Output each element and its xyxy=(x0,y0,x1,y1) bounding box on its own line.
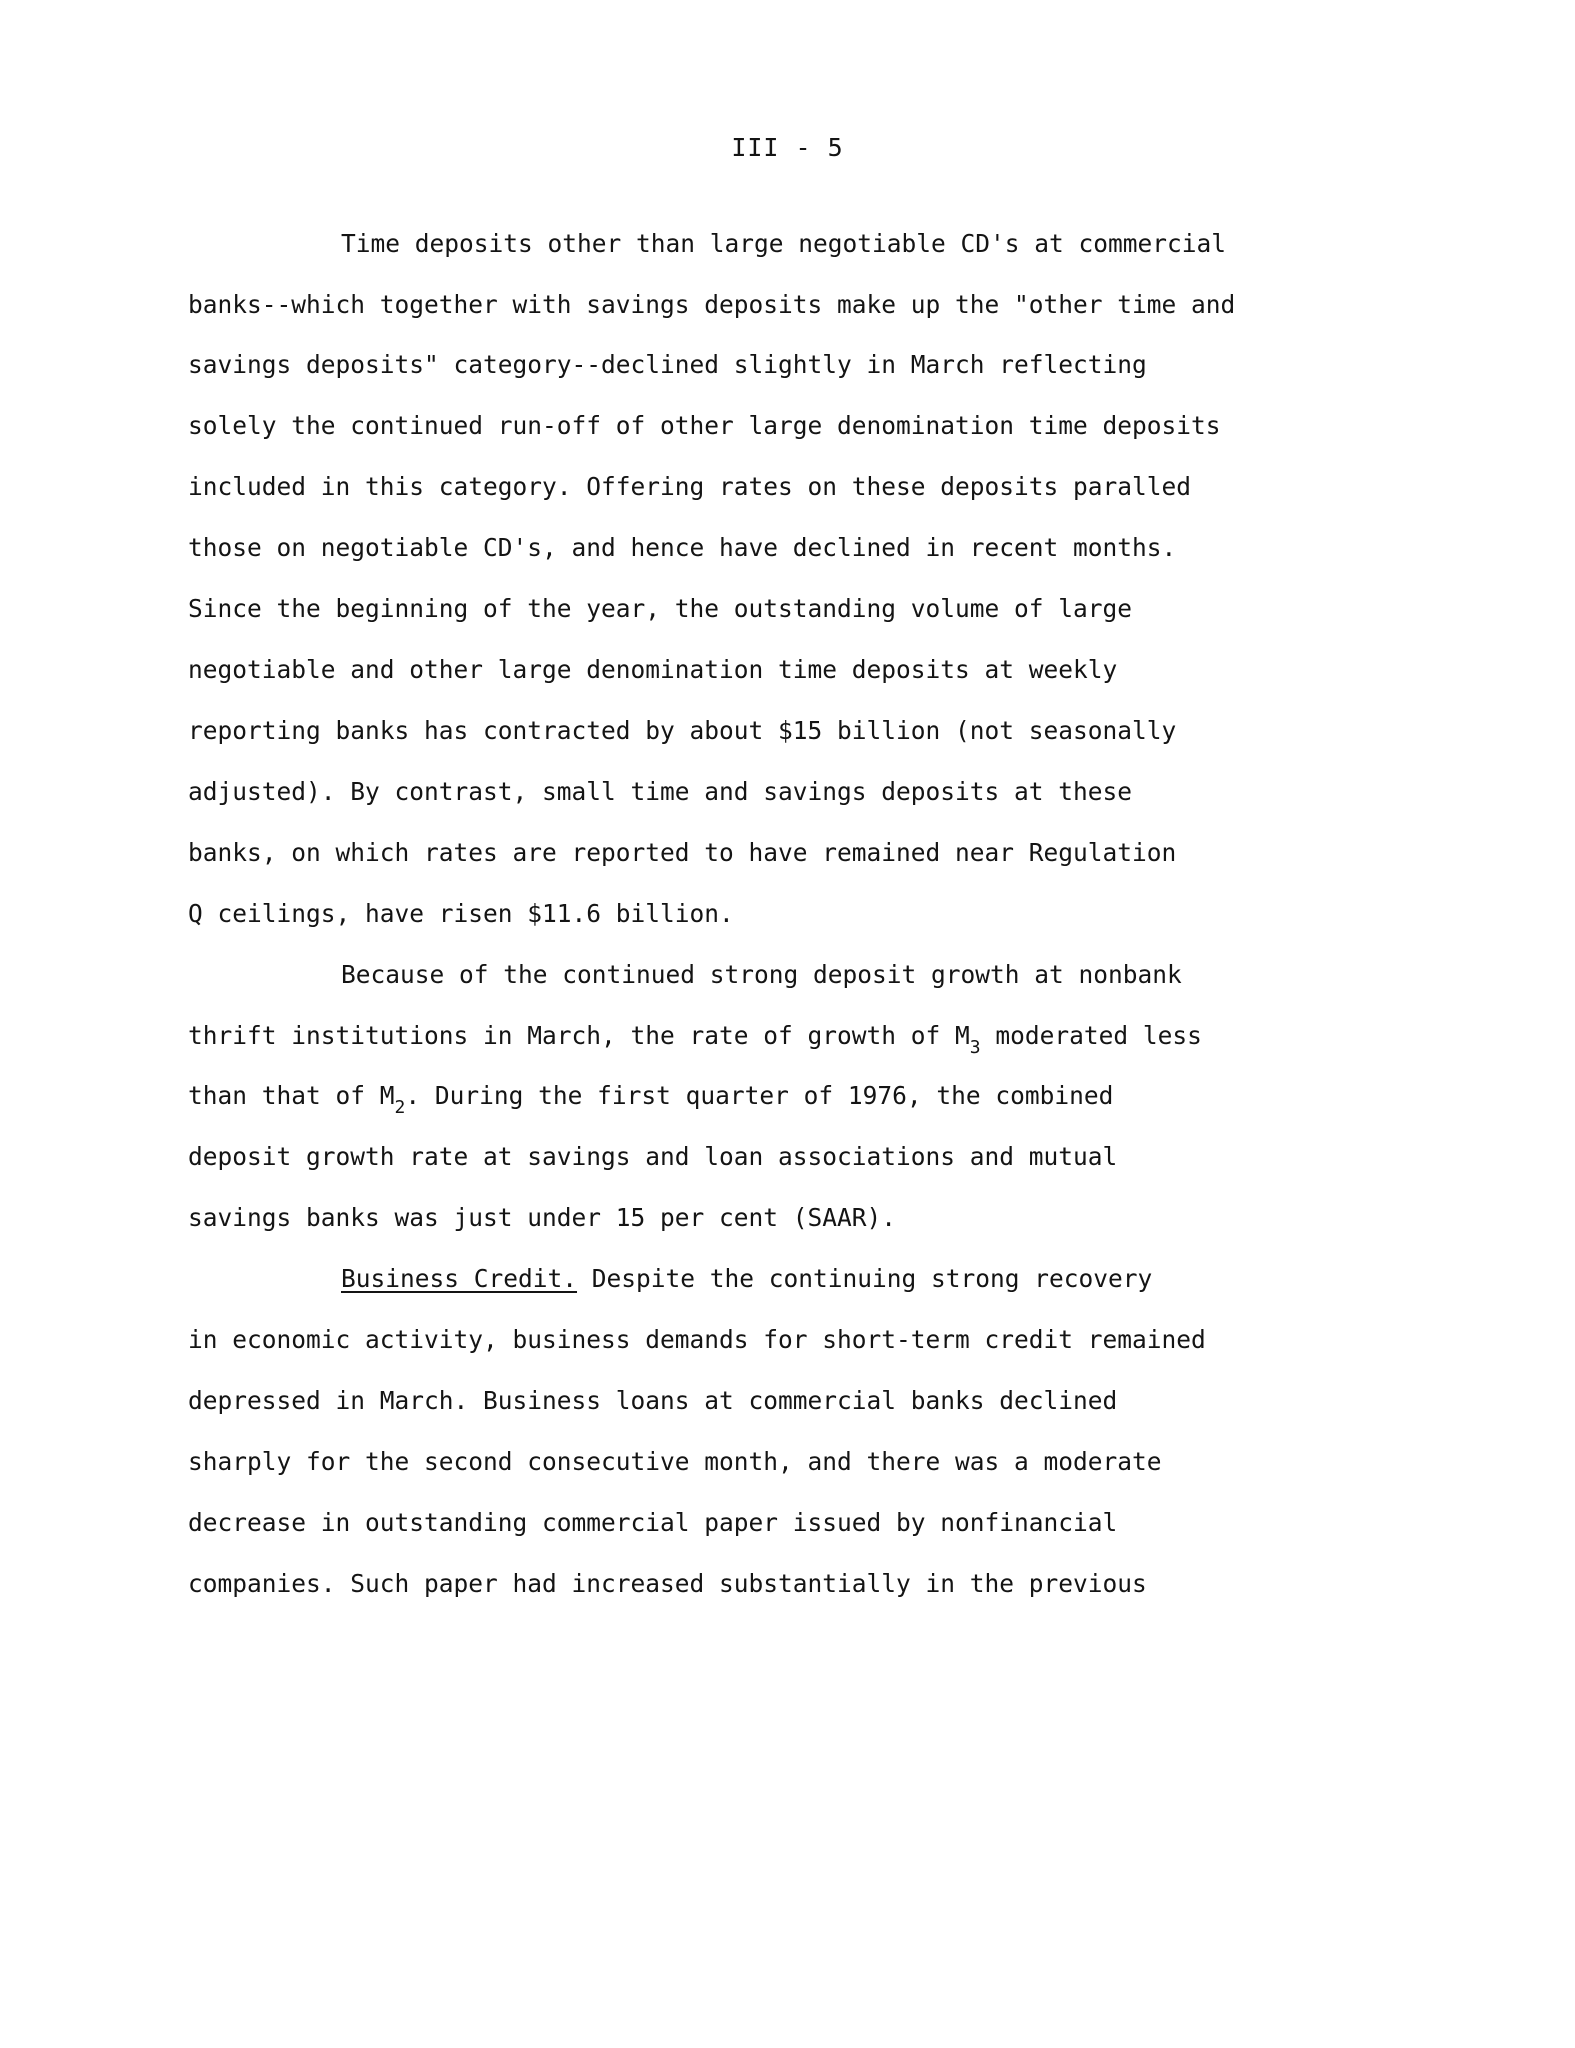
paragraph-1-line-11: banks, on which rates are reported to have remained near Regulation xyxy=(188,838,1177,867)
section-heading-business-credit: Business Credit. xyxy=(341,1264,578,1293)
paragraph-3-line-6: companies. Such paper had increased substantially in the previous xyxy=(188,1569,1147,1598)
page-number: III - 5 xyxy=(731,133,844,162)
paragraph-1-line-5: included in this category. Offering rates on these deposits paralled xyxy=(188,472,1192,501)
paragraph-3-line-5: decrease in outstanding commercial paper issued by nonfinancial xyxy=(188,1508,1118,1537)
paragraph-2-line-1: Because of the continued strong deposit growth at nonbank xyxy=(341,960,1182,989)
paragraph-1-line-10: adjusted). By contrast, small time and savings deposits at these xyxy=(188,777,1133,806)
paragraph-1-line-4: solely the continued run-off of other large denomination time deposits xyxy=(188,411,1221,440)
paragraph-3-line-3: depressed in March. Business loans at commercial banks declined xyxy=(188,1386,1118,1415)
paragraph-1-line-1: Time deposits other than large negotiable CD's at commercial xyxy=(341,229,1227,258)
paragraph-1-line-2: banks--which together with savings deposits make up the "other time and xyxy=(188,290,1236,319)
paragraph-3-line-1 xyxy=(341,1264,1152,1294)
m2-subscript: 2 xyxy=(394,1097,406,1118)
paragraph-2-line-2-text-end: moderated less xyxy=(980,1021,1202,1050)
paragraph-1-line-9: reporting banks has contracted by about $15 billion (not seasonally xyxy=(188,716,1177,745)
paragraph-2-line-2 xyxy=(188,1021,1202,1058)
paragraph-2-line-5: savings banks was just under 15 per cent (SAAR). xyxy=(188,1203,897,1232)
paragraph-2-line-3 xyxy=(188,1081,1114,1118)
paragraph-1-line-3: savings deposits" category--declined slightly in March reflecting xyxy=(188,350,1147,379)
paragraph-3-line-2: in economic activity, business demands for short-term credit remained xyxy=(188,1325,1206,1354)
m3-subscript: 3 xyxy=(969,1037,981,1058)
paragraph-1-line-6: those on negotiable CD's, and hence have declined in recent months. xyxy=(188,533,1177,562)
paragraph-1-line-8: negotiable and other large denomination time deposits at weekly xyxy=(188,655,1118,684)
paragraph-1-line-7: Since the beginning of the year, the outstanding volume of large xyxy=(188,594,1133,623)
paragraph-3-line-4: sharply for the second consecutive month, and there was a moderate xyxy=(188,1447,1162,1476)
paragraph-2-line-4: deposit growth rate at savings and loan associations and mutual xyxy=(188,1142,1118,1171)
paragraph-2-line-3-text: than that of M xyxy=(188,1081,395,1110)
paragraph-1-line-12: Q ceilings, have risen $11.6 billion. xyxy=(188,899,734,928)
paragraph-3-line-1-text: Despite the continuing strong recovery xyxy=(577,1264,1153,1293)
paragraph-2-line-2-text: thrift institutions in March, the rate of growth of M xyxy=(188,1021,970,1050)
paragraph-2-line-3-text-end: . During the first quarter of 1976, the combined xyxy=(405,1081,1114,1110)
